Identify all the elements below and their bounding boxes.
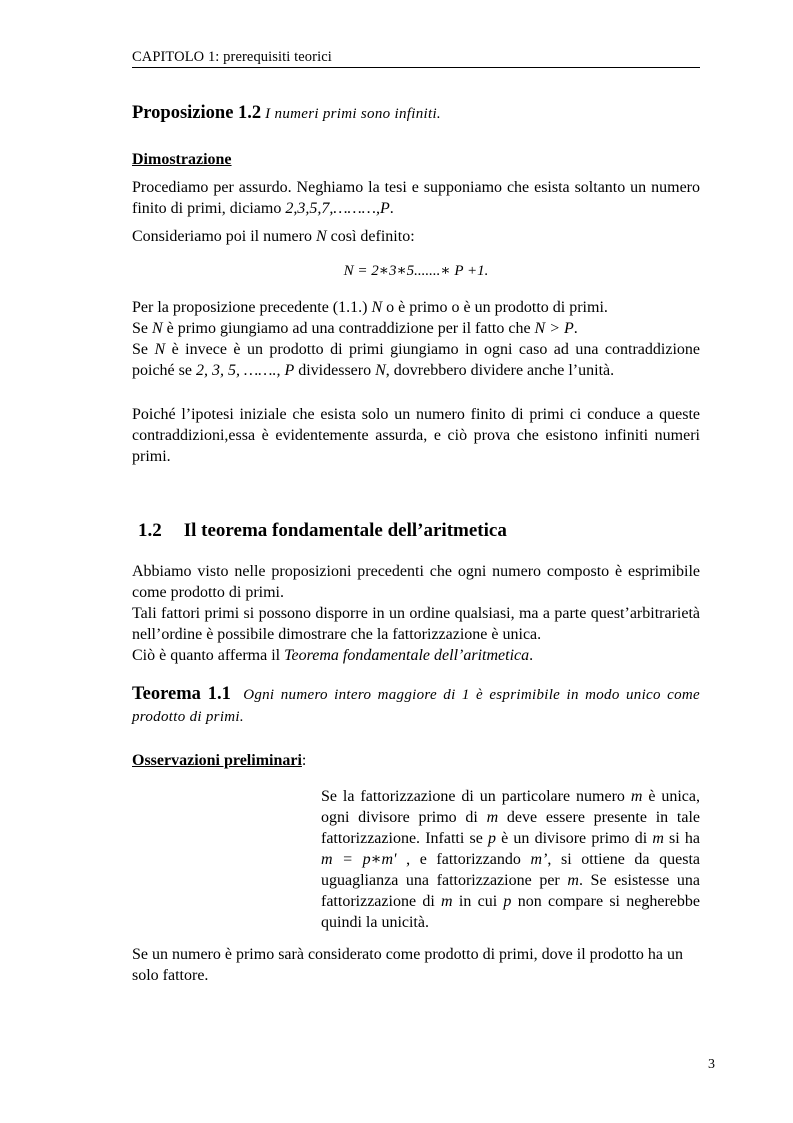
- proof-paragraph-4: [132, 404, 700, 467]
- text: Tali fattori primi si possono disporre in un ordine qualsiasi, ma a parte quest’arbitrarietà nell’ordine è possibile dimostrare che la fattorizzazione è unica.: [132, 605, 700, 643]
- line: [132, 318, 700, 339]
- proposition-statement: I numeri primi sono infiniti.: [265, 106, 441, 122]
- text: .: [529, 647, 534, 664]
- math-text: m = p∗m': [321, 851, 397, 868]
- observations-title-text: Osservazioni preliminari: [132, 752, 302, 769]
- proof-paragraph-3: [132, 297, 700, 381]
- chapter-header: CAPITOLO 1: prerequisiti teorici: [132, 49, 700, 68]
- text: Se: [132, 341, 155, 358]
- text: è un divisore primo di: [495, 830, 653, 847]
- section-title: Il teorema fondamentale dell’aritmetica: [183, 520, 507, 541]
- text: Se: [132, 320, 152, 337]
- section-heading: [138, 520, 706, 542]
- section-number: 1.2: [138, 520, 162, 541]
- math-text: N: [152, 320, 163, 337]
- text: Se un numero è primo sarà considerato come prodotto di primi, dove il prodotto ha un solo fattore.: [132, 946, 683, 984]
- text: .: [389, 200, 394, 217]
- text: :: [301, 752, 307, 769]
- math-text: p: [503, 893, 512, 910]
- text: non compare si negherebbe quindi la unicità.: [321, 893, 700, 931]
- math-text: m’: [530, 851, 548, 868]
- section-paragraph: [132, 561, 700, 666]
- math-text: N: [371, 299, 383, 316]
- text: dividessero: [294, 362, 376, 379]
- text: , e fattorizzando: [396, 851, 531, 868]
- theorem-label: Teorema 1.1: [132, 684, 231, 704]
- math-text: N: [375, 362, 386, 379]
- text: Poiché l’ipotesi iniziale che esista solo un numero finito di primi ci conduce a queste contraddizioni,essa è evidentemente assurda, e ciò prova che esistono infiniti numeri primi.: [132, 406, 700, 465]
- text: Abbiamo visto nelle proposizioni precedenti che ogni numero composto è esprimibile come prodotto di primi.: [132, 563, 700, 601]
- observations-title: [132, 750, 700, 771]
- text: così definito:: [326, 228, 415, 245]
- line: [132, 645, 700, 666]
- text: Se la fattorizzazione di un particolare numero: [321, 788, 631, 805]
- proposition: [132, 103, 700, 125]
- text: si ha: [663, 830, 701, 847]
- math-text: Teorema fondamentale dell’aritmetica: [284, 647, 530, 664]
- text: , dovrebbero dividere anche l’unità.: [385, 362, 615, 379]
- observations-box: [321, 786, 700, 933]
- text: Ciò è quanto afferma il: [132, 647, 285, 664]
- math-text: 2, 3, 5, ……., P: [195, 362, 295, 379]
- equation: [132, 261, 700, 280]
- text: Per la proposizione precedente (1.1.): [132, 299, 372, 316]
- page-number: 3: [708, 1057, 715, 1072]
- proof-paragraph-1: [132, 177, 700, 219]
- math-text: N: [154, 341, 166, 358]
- text: è unica, ogni divisore primo di: [321, 788, 701, 826]
- text: Procediamo per assurdo. Neghiamo la tesi e supponiamo che esista soltanto un numero finito di primi, diciamo: [132, 179, 700, 217]
- proof-title: [132, 149, 700, 170]
- text: è primo giungiamo ad una contraddizione per il fatto che: [162, 320, 535, 337]
- equation-text: N = 2∗3∗5.......∗ P +1.: [343, 263, 489, 279]
- line: [132, 297, 700, 318]
- text: in cui: [452, 893, 504, 910]
- theorem: [132, 684, 700, 728]
- math-text: m: [486, 809, 499, 826]
- math-text: m: [441, 893, 453, 910]
- text: .: [573, 320, 578, 337]
- proposition-label: Proposizione 1.2: [132, 103, 262, 123]
- text: o è primo o è un prodotto di primi.: [382, 299, 608, 316]
- text: è invece è un prodotto di primi giungiamo in ogni caso ad una contraddizione poiché se: [132, 341, 701, 379]
- text: , si ottiene da questa uguaglianza una fattorizzazione per: [321, 851, 701, 889]
- math-text: m: [652, 830, 664, 847]
- text: deve essere presente in tale fattorizzazione. Infatti se: [321, 809, 700, 847]
- proof-title-text: Dimostrazione: [132, 151, 232, 168]
- final-paragraph: [132, 944, 692, 986]
- text: . Se esistesse una fattorizzazione di: [321, 872, 701, 910]
- theorem-statement: Ogni numero intero maggiore di 1 è esprimibile in modo unico come prodotto di primi.: [132, 687, 700, 725]
- math-text: N > P: [534, 320, 574, 337]
- math-text: N: [315, 228, 327, 245]
- text: Consideriamo poi il numero: [132, 228, 316, 245]
- math-text: m: [630, 788, 643, 805]
- line: [132, 339, 700, 381]
- math-text: p: [487, 830, 496, 847]
- math-text: m: [567, 872, 579, 889]
- math-text: 2,3,5,7,………,P: [285, 200, 390, 217]
- proof-paragraph-2: [132, 226, 700, 247]
